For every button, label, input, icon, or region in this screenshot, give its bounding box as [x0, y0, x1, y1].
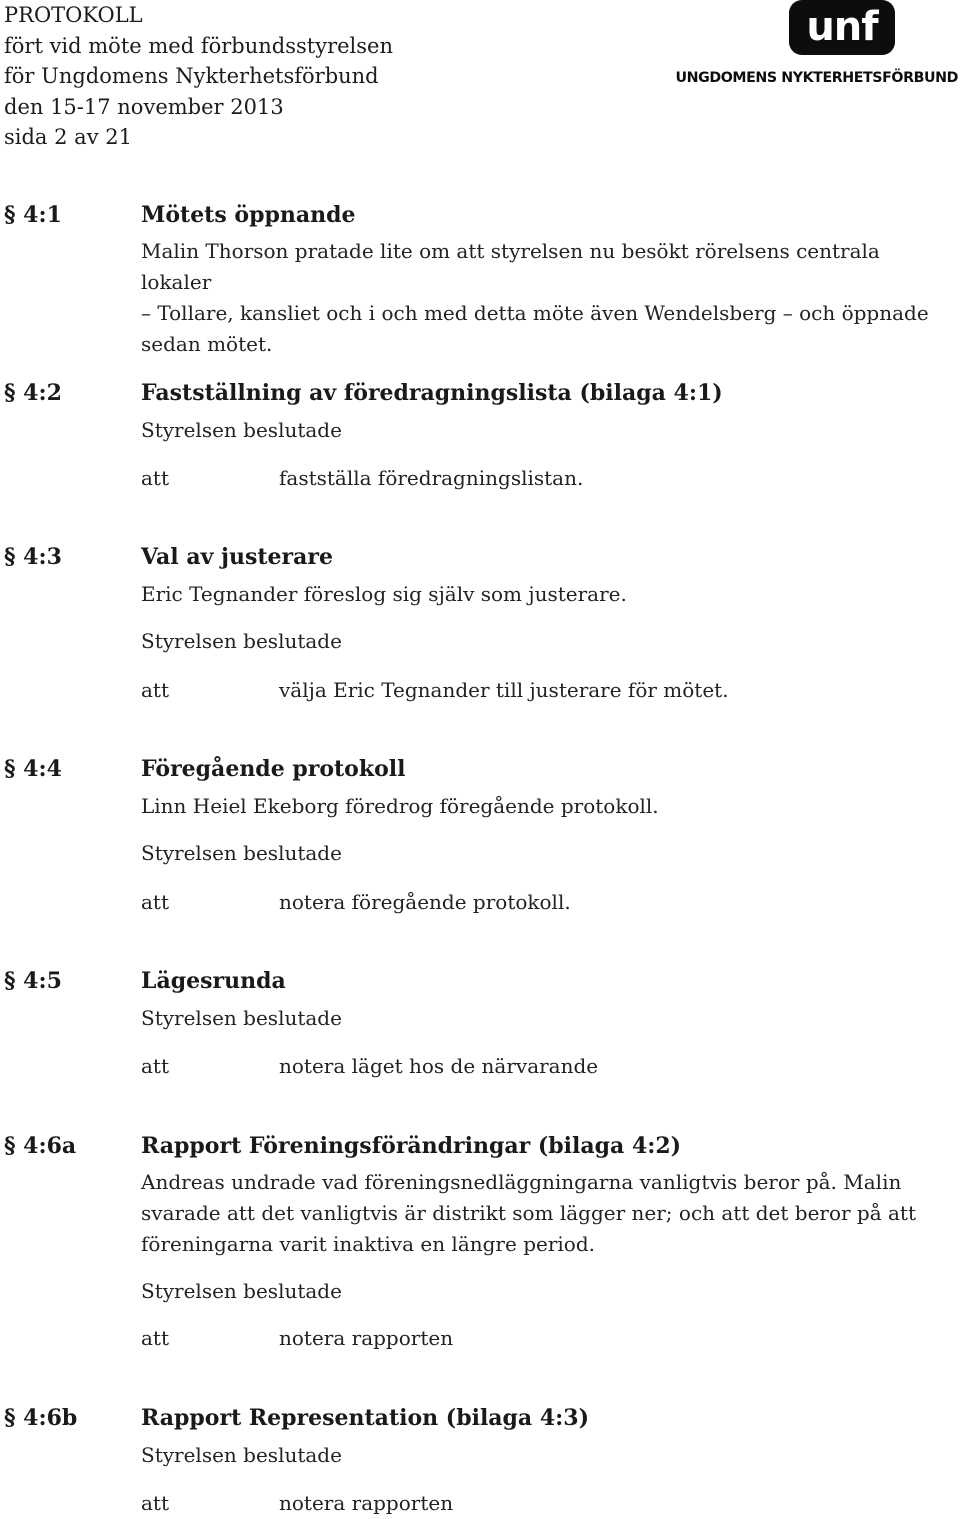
doc-subtitle: fört vid möte med förbundsstyrelsen: [4, 33, 393, 58]
body-line: Linn Heiel Ekeborg föredrog föregående protokoll.: [141, 794, 659, 818]
body-line: sedan mötet.: [141, 332, 273, 356]
section-number: § 4:4: [4, 756, 62, 782]
section-body: [141, 791, 956, 822]
doc-organization: för Ungdomens Nykterhetsförbund: [4, 64, 379, 88]
unf-logo-mark: [789, 0, 895, 55]
att-label: att: [141, 678, 169, 702]
decision-intro: Styrelsen beslutade: [141, 418, 342, 442]
body-line: Andreas undrade vad föreningsnedläggningarna vanligtvis beror på. Malin: [141, 1170, 902, 1194]
body-line: föreningarna varit inaktiva en längre period.: [141, 1232, 595, 1256]
att-label: att: [141, 1054, 169, 1078]
decision-intro: Styrelsen beslutade: [141, 1006, 342, 1030]
section-body: [141, 1167, 956, 1260]
unf-logo-name: UNGDOMENS NYKTERHETSFÖRBUND: [675, 70, 958, 86]
att-label: att: [141, 890, 169, 914]
unf-logo: [675, 0, 958, 95]
decision-text: notera rapporten: [279, 1491, 454, 1515]
doc-type: PROTOKOLL: [4, 3, 143, 27]
section-title: Val av justerare: [141, 544, 333, 570]
body-line: – Tollare, kansliet och i och med detta möte även Wendelsberg – och öppnade: [141, 301, 929, 325]
att-label: att: [141, 1326, 169, 1350]
section-number: § 4:5: [4, 968, 62, 994]
body-line: Eric Tegnander föreslog sig själv som justerare.: [141, 582, 627, 606]
section-number: § 4:6a: [4, 1133, 77, 1159]
decision-intro: Styrelsen beslutade: [141, 629, 342, 653]
document-header: [4, 0, 393, 153]
section-body: [141, 579, 956, 610]
att-label: att: [141, 1491, 169, 1515]
section-title: Lägesrunda: [141, 968, 286, 994]
section-title: Föregående protokoll: [141, 756, 406, 782]
att-label: att: [141, 466, 169, 490]
body-line: Malin Thorson pratade lite om att styrelsen nu besökt rörelsens centrala lokaler: [141, 239, 880, 294]
decision-text: välja Eric Tegnander till justerare för mötet.: [279, 678, 729, 702]
section-title: Rapport Föreningsförändringar (bilaga 4:2): [141, 1133, 682, 1159]
section-title: Rapport Representation (bilaga 4:3): [141, 1405, 589, 1431]
decision-text: notera föregående protokoll.: [279, 890, 571, 914]
decision-text: notera läget hos de närvarande: [279, 1054, 599, 1078]
section-body: [141, 236, 956, 360]
decision-text: fastställa föredragningslistan.: [279, 466, 584, 490]
doc-date: den 15-17 november 2013: [4, 94, 284, 119]
body-line: svarade att det vanligtvis är distrikt som lägger ner; och att det beror på att: [141, 1201, 917, 1225]
decision-intro: Styrelsen beslutade: [141, 1443, 342, 1467]
section-title: Mötets öppnande: [141, 202, 356, 228]
decision-intro: Styrelsen beslutade: [141, 1279, 342, 1303]
section-number: § 4:1: [4, 202, 62, 228]
unf-logo-mark-text: unf: [806, 4, 878, 50]
decision-text: notera rapporten: [279, 1326, 454, 1350]
section-title: Fastställning av föredragningslista (bilaga 4:1): [141, 380, 723, 406]
section-number: § 4:3: [4, 544, 62, 570]
section-number: § 4:6b: [4, 1405, 78, 1431]
doc-page: sida 2 av 21: [4, 125, 132, 149]
decision-intro: Styrelsen beslutade: [141, 841, 342, 865]
section-number: § 4:2: [4, 380, 62, 406]
